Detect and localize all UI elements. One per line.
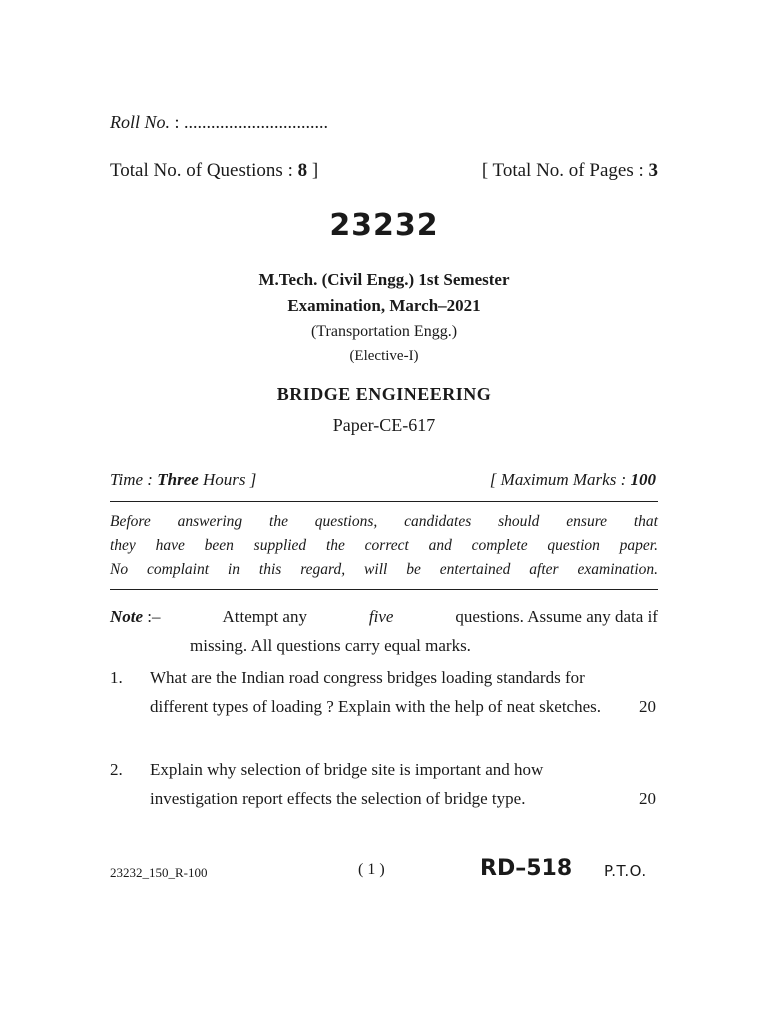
note-line-1 <box>110 602 658 631</box>
total-questions-label: Total No. of Questions : <box>110 160 293 181</box>
question-number: 2. <box>110 760 123 779</box>
paper-number: Paper-CE-617 <box>332 415 436 435</box>
time-allowed <box>110 470 256 490</box>
total-pages-value: 3 <box>648 160 658 181</box>
paper-code: 23232 <box>329 208 439 243</box>
question-marks: 20 <box>639 789 656 808</box>
total-questions-value: 8 <box>297 160 308 181</box>
total-questions: Total No. of Questions : 8 ] <box>110 160 319 181</box>
marks-value: 100 <box>630 470 656 489</box>
degree-title: M.Tech. (Civil Engg.) 1st Semester <box>258 270 510 289</box>
examination-title: Examination, March–2021 <box>287 296 481 315</box>
instructions <box>110 510 658 582</box>
note-block <box>110 602 658 660</box>
time-suffix: Hours ] <box>203 470 257 489</box>
total-pages-label: [ Total No. of Pages : <box>481 160 644 181</box>
note-text-a: Attempt any <box>222 607 307 626</box>
time-value: Three <box>157 470 199 489</box>
instruction-line: they have been supplied the correct and complete question paper. <box>110 537 658 554</box>
question-text: Explain why selection of bridge site is important and how investigation report effects the selection of bridge type. <box>150 760 544 808</box>
note-text-b: questions. Assume any data if <box>455 607 658 626</box>
question-marks: 20 <box>639 697 656 716</box>
divider-top <box>110 501 658 502</box>
note-head <box>110 602 161 631</box>
footer-page-number: ( 1 ) <box>358 861 385 878</box>
elective: (Elective-I) <box>349 348 419 364</box>
question-number: 1. <box>110 668 123 687</box>
specialization: (Transportation Engg.) <box>310 323 458 340</box>
divider-bottom <box>110 589 658 590</box>
note-separator: :– <box>147 607 161 626</box>
marks-label: [ Maximum Marks : <box>489 470 627 489</box>
footer-pto: P.T.O. <box>604 862 647 880</box>
note-emphasis: five <box>368 607 394 626</box>
question-text: What are the Indian road congress bridges loading standards for different types of loading ? Explain with the help of neat sketches. <box>150 668 601 716</box>
maximum-marks <box>490 470 656 490</box>
note-label: Note <box>110 607 144 626</box>
total-pages <box>482 160 658 182</box>
subject-title: BRIDGE ENGINEERING <box>276 384 492 404</box>
footer-code: RD–518 <box>480 856 573 881</box>
instruction-line: Before answering the questions, candidates should ensure that <box>110 513 658 530</box>
footer-reference: 23232_150_R-100 <box>110 865 208 880</box>
question-2 <box>110 755 658 813</box>
instruction-line: No complaint in this regard, will be entertained after examination. <box>110 561 658 578</box>
roll-number-label: Roll No. <box>110 112 171 132</box>
note-line-2: missing. All questions carry equal marks. <box>190 636 471 655</box>
roll-number-line <box>110 112 328 133</box>
roll-number-blank: : ................................ <box>174 112 329 132</box>
question-1 <box>110 663 658 721</box>
time-label: Time : <box>110 470 153 489</box>
